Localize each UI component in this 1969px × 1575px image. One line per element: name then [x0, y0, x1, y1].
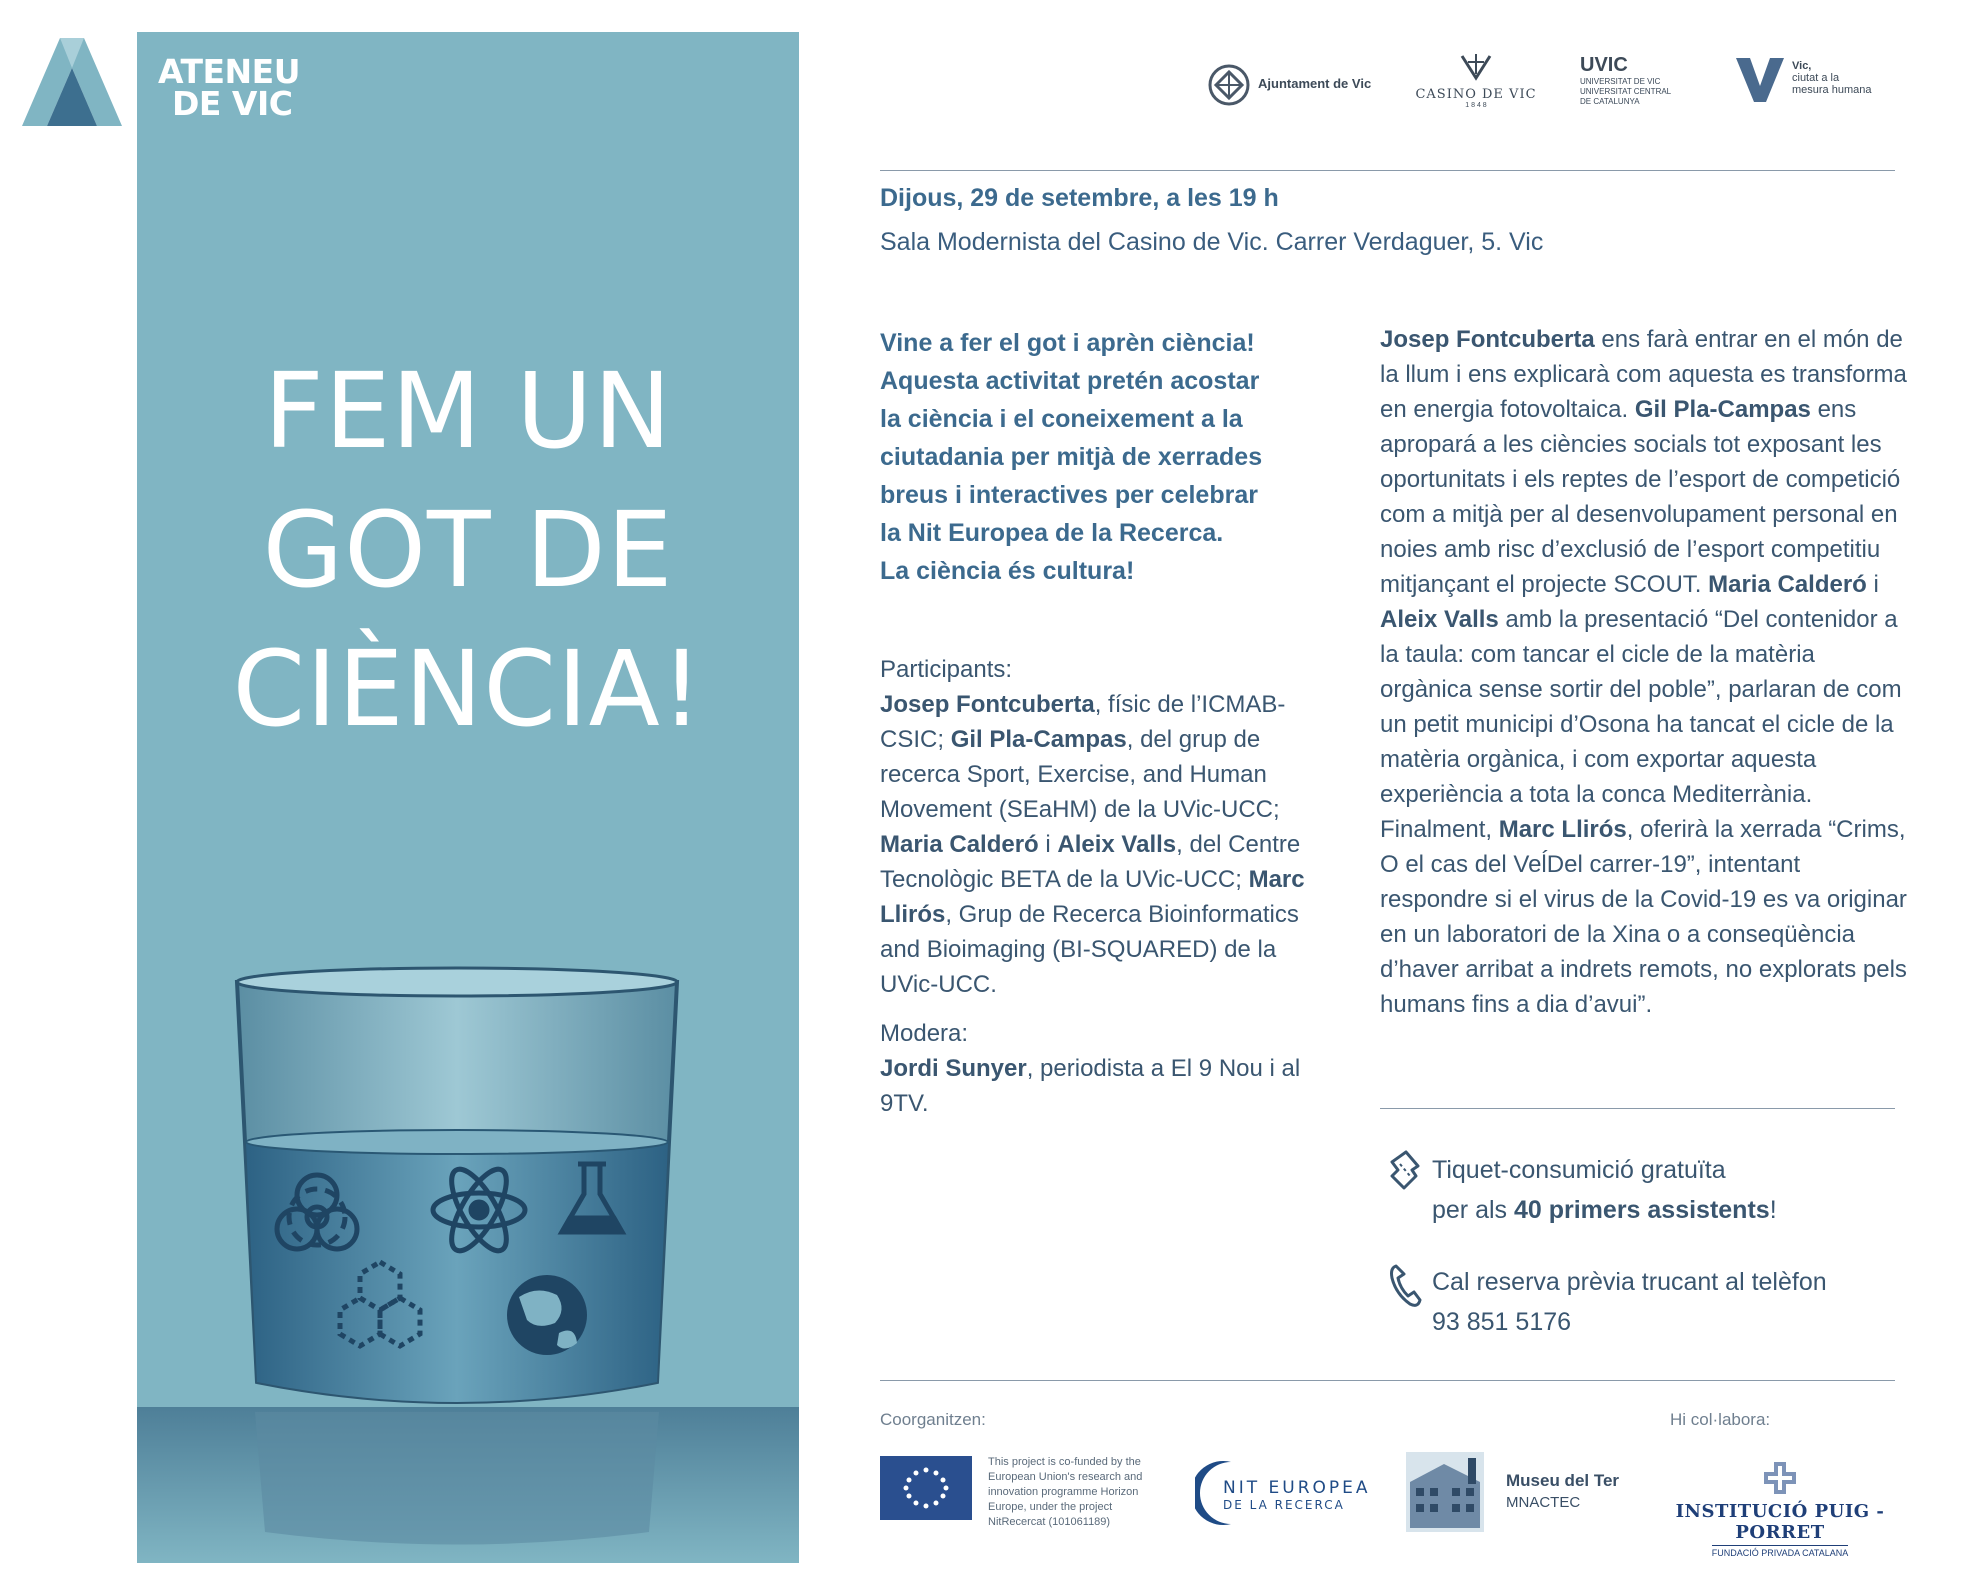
- vic-line1: Vic,: [1792, 60, 1812, 72]
- puig-line1: INSTITUCIÓ PUIG - PORRET: [1675, 1501, 1885, 1543]
- moderator-label: Modera:: [880, 1020, 969, 1047]
- reservation-line1: Cal reserva prèvia trucant al telèfon: [1432, 1268, 1827, 1296]
- ajuntament-label: Ajuntament de Vic: [1258, 76, 1372, 91]
- participant-text: , Grup de Recerca Bioinformatics and Bioimaging (BI-SQUARED) de la UVic-UCC.: [880, 901, 1299, 998]
- intro-paragraph: [880, 324, 1360, 590]
- intro-line: breus i interactives per celebrar: [880, 481, 1258, 509]
- speaker-name: Maria Calderó: [1708, 571, 1867, 598]
- uvic-line1: UNIVERSITAT DE VIC: [1580, 77, 1661, 86]
- vic-v-icon: [1734, 56, 1786, 104]
- casino-emblem-icon: [1456, 52, 1496, 82]
- museu-label: [1506, 1470, 1619, 1514]
- casino-logo: [1406, 52, 1546, 109]
- ateneu-a-logo: [22, 38, 122, 126]
- event-date: Dijous, 29 de setembre, a les 19 h: [880, 184, 1279, 212]
- speaker-name: Gil Pla-Campas: [1634, 396, 1811, 423]
- uvic-line3: DE CATALUNYA: [1580, 97, 1640, 106]
- eu-funding-text: This project is co-funded by the European Union's research and innovation programme Horizon Europe, under the project NitRecercat (101061189): [988, 1456, 1143, 1528]
- description-text: , oferirà la xerrada “Crims, O el cas del VeĺDel carrer-19”, intentant respondre si el virus de la Covid-19 es va originar en un laboratori de la Xina o a conseqüència d’haver arribat a indrets remots, no explorats pels humans fins a dia d’avui”.: [1380, 816, 1907, 1018]
- speaker-name: Aleix Valls: [1380, 606, 1499, 633]
- casino-label: CASINO DE VIC: [1415, 87, 1537, 102]
- participant-text: i: [1038, 831, 1058, 858]
- intro-line: La ciència és cultura!: [880, 557, 1135, 585]
- participant-name: Marc Llirós: [880, 866, 1305, 928]
- vic-line3: mesura humana: [1792, 84, 1872, 96]
- uvic-title: UVIC: [1580, 54, 1628, 76]
- uvic-line2: UNIVERSITAT CENTRAL: [1580, 87, 1672, 96]
- participant-name: Gil Pla-Campas: [950, 726, 1127, 753]
- description-section: [1380, 322, 1910, 1022]
- ticket-divider: [1380, 1108, 1895, 1109]
- participant-name: Maria Calderó: [880, 831, 1039, 858]
- phone-icon: [1388, 1262, 1422, 1308]
- collab-label: Hi col·labora:: [1670, 1410, 1771, 1429]
- participant-name: Josep Fontcuberta: [880, 691, 1095, 718]
- ticket-line2: [1432, 1190, 1777, 1230]
- nit-europea-logo: [1195, 1458, 1371, 1533]
- intro-line: la Nit Europea de la Recerca.: [880, 519, 1224, 547]
- description-text: ens apropará a les ciències socials tot exposant les oportunitats i els reptes de l’esport de competició com a mitjà per al desenvolupament personal en noies amb risc d’exclusió de l’esport competitiu mitjançant el projecte SCOUT.: [1380, 396, 1901, 598]
- moderator-text: [880, 1051, 1330, 1121]
- moderator-name: Jordi Sunyer: [880, 1055, 1027, 1082]
- intro-line: la ciència i el coneixement a la: [880, 405, 1243, 433]
- puig-porret-logo: [1670, 1460, 1890, 1561]
- coorganize-label: Coorganitzen:: [880, 1410, 986, 1429]
- headline-line1: FEM UN: [263, 350, 673, 472]
- description-text: i: [1866, 571, 1879, 598]
- brand-name: [158, 52, 300, 123]
- intro-line: Aquesta activitat pretén acostar: [880, 367, 1260, 395]
- museu-line1: Museu del Ter: [1506, 1471, 1620, 1490]
- speaker-name: Josep Fontcuberta: [1380, 326, 1595, 353]
- ticket-icon: [1388, 1150, 1422, 1190]
- participants-text: [880, 687, 1330, 1002]
- ajuntament-shield-icon: [1208, 64, 1250, 106]
- headline: [137, 342, 799, 759]
- description-text: ens farà entrar en el món de la llum i ens explicarà com aquesta es transforma en energia fotovoltaica.: [1380, 326, 1907, 423]
- eu-flag-icon: [880, 1456, 972, 1520]
- reservation-info: [1432, 1262, 1827, 1342]
- puig-line2: FUNDACIÓ PRIVADA CATALANA: [1712, 1545, 1849, 1558]
- museu-line2: MNACTEC: [1506, 1494, 1581, 1511]
- participants-label: Participants:: [880, 656, 1013, 683]
- ticket-post: !: [1769, 1196, 1777, 1224]
- intro-line: Vine a fer el got i aprèn ciència!: [880, 329, 1255, 357]
- top-divider: [880, 170, 1895, 171]
- brand-line2: DE VIC: [172, 84, 293, 123]
- headline-line3: CIÈNCIA!: [232, 628, 704, 750]
- event-venue: Sala Modernista del Casino de Vic. Carrer Verdaguer, 5. Vic: [880, 228, 1544, 256]
- vic-line2: ciutat a la: [1792, 72, 1840, 84]
- ticket-bold: 40 primers assistents: [1513, 1196, 1770, 1224]
- participants-section: [880, 652, 1330, 1135]
- nit-line2: DE LA RECERCA: [1223, 1498, 1345, 1512]
- ticket-line1: Tiquet-consumició gratuïta: [1432, 1156, 1726, 1184]
- participants-block: [880, 652, 1330, 1002]
- footer-divider: [880, 1380, 1895, 1381]
- ticket-pre: per als: [1432, 1196, 1514, 1224]
- museu-building-icon: [1406, 1452, 1484, 1532]
- brand-line1: ATENEU: [158, 52, 300, 91]
- vic-ciutat-logo: [1734, 56, 1872, 109]
- participant-text: , del grup de recerca Sport, Exercise, and Human Movement (SEaHM) de la UVic-UCC;: [880, 726, 1280, 823]
- phone-number: 93 851 5176: [1432, 1308, 1572, 1336]
- glass-illustration: [137, 812, 799, 1563]
- ajuntament-logo: [1208, 64, 1372, 111]
- participant-text: , físic de l’ICMAB-CSIC;: [880, 691, 1286, 753]
- nit-line1: NIT EUROPEA: [1223, 1478, 1371, 1498]
- description-text: amb la presentació “Del contenidor a la taula: com tancar el cicle de la matèria orgànica sense sortir del poble”, parlaran de com un petit municipi d’Osona ha tancat el cicle de la matèria orgànica, i com exportar aquesta experiència a tota la conca Mediterrània. Finalment,: [1380, 606, 1902, 843]
- participant-text: , del Centre Tecnològic BETA de la UVic-UCC;: [880, 831, 1301, 893]
- headline-line2: GOT DE: [262, 489, 674, 611]
- moderator-desc: , periodista a El 9 Nou i al 9TV.: [880, 1055, 1301, 1117]
- cross-emblem-icon: [1762, 1460, 1798, 1496]
- speaker-name: Marc Llirós: [1498, 816, 1627, 843]
- moderator-block: [880, 1016, 1330, 1121]
- casino-year: 1 8 4 8: [1465, 102, 1487, 109]
- poster-panel: [137, 32, 799, 1563]
- ticket-info: [1432, 1150, 1777, 1230]
- participant-name: Aleix Valls: [1057, 831, 1177, 858]
- intro-line: ciutadania per mitjà de xerrades: [880, 443, 1263, 471]
- uvic-logo: [1580, 54, 1671, 107]
